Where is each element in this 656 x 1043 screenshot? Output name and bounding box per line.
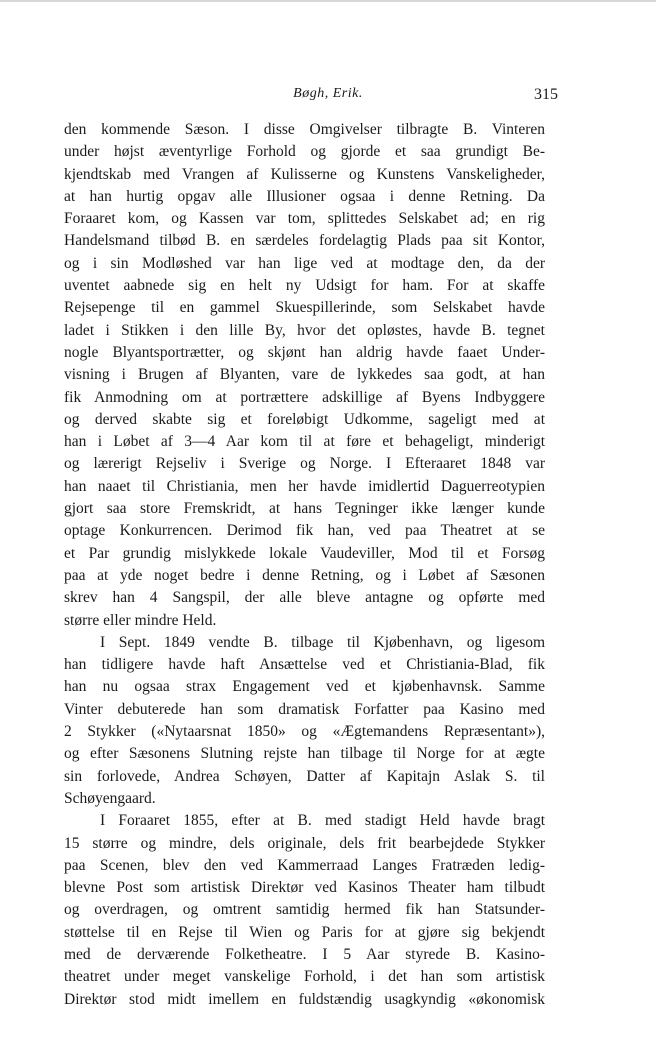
text-line: et Par grundig mislykkede lokale Vaudeviller, Mod til et Forsøg — [64, 544, 545, 562]
text-line: han i Løbet af 3—4 Aar kom til at føre et behageligt, minderigt — [64, 433, 545, 451]
text-line: og efter Sæsonens Slutning rejste han tilbage til Norge for at ægte — [64, 745, 545, 763]
text-line: paa Scenen, blev den ved Kammerraad Langes Fratræden ledig- — [64, 856, 545, 874]
text-line: Rejsepenge til en gammel Skuespillerinde, som Selskabet havde — [64, 299, 545, 317]
text-line: ladet i Stikken i den lille By, hvor det opløstes, havde B. tegnet — [64, 321, 545, 339]
text-line: og derved skabte sig et foreløbigt Udkomme, sageligt med at — [64, 410, 545, 428]
text-line: og overdragen, og omtrent samtidig hermed fik han Statsunder- — [64, 901, 545, 919]
text-line: Schøyengaard. — [64, 789, 156, 807]
text-line: større eller mindre Held. — [64, 611, 217, 629]
text-line: paa at yde noget bedre i denne Retning, og i Løbet af Sæsonen — [64, 566, 545, 584]
text-line: 15 større og mindre, dels originale, dels frit bearbejdede Stykker — [64, 834, 545, 852]
text-line: blevne Post som artistisk Direktør ved Kasinos Theater ham tilbudt — [64, 879, 545, 897]
body-text — [64, 119, 545, 1011]
text-line: optage Konkurrencen. Derimod fik han, ved paa Theatret at se — [64, 522, 545, 540]
text-line: med de derværende Folketheatre. I 5 Aar styrede B. Kasino- — [64, 945, 545, 963]
running-head: Bøgh, Erik. — [293, 86, 363, 101]
text-line: han naaet til Christiania, men her havde imidlertid Daguerreotypien — [64, 477, 545, 495]
top-edge-rule — [0, 0, 656, 2]
text-line: under højst æventyrlige Forhold og gjorde et saa grundigt Be- — [64, 143, 545, 161]
text-line: nogle Blyantsportrætter, og skjønt han aldrig havde faaet Under- — [64, 343, 545, 361]
text-line: den kommende Sæson. I disse Omgivelser tilbragte B. Vinteren — [64, 121, 545, 138]
text-line: støttelse til en Rejse til Wien og Paris for at gjøre sig bekjendt — [64, 923, 545, 941]
text-line: fik Anmodning om at portrættere adskillige af Byens Indbyggere — [64, 388, 545, 406]
text-line: og i sin Modløshed var han lige ved at modtage den, da der — [64, 254, 545, 272]
text-line: theatret under meget vanskelige Forhold, i det han som artistisk — [64, 968, 545, 986]
text-line: Vinter debuterede han som dramatisk Forfatter paa Kasino med — [64, 700, 545, 718]
text-line: 2 Stykker («Nytaarsnat 1850» og «Ægtemandens Repræsentant»), — [64, 723, 545, 741]
text-line: at han hurtig opgav alle Illusioner ogsaa i denne Retning. Da — [64, 187, 545, 205]
text-line: Foraaret kom, og Kassen var tom, splittedes Selskabet ad; en rig — [64, 210, 545, 228]
text-line: han nu ogsaa strax Engagement ved et kjøbenhavnsk. Samme — [64, 678, 545, 696]
text-line: gjort saa store Fremskridt, at hans Tegninger ikke længer kunde — [64, 500, 545, 518]
text-line: visning i Brugen af Blyanten, vare de lykkedes saa godt, at han — [64, 366, 545, 384]
text-line: I Foraaret 1855, efter at B. med stadigt Held havde bragt — [100, 812, 545, 830]
text-line: uventet aabnede sig en helt ny Udsigt for ham. For at skaffe — [64, 277, 545, 295]
text-line: han tidligere havde haft Ansættelse ved et Christiania-Blad, fik — [64, 656, 545, 674]
page-number: 315 — [534, 86, 558, 103]
text-line: skrev han 4 Sangspil, der alle bleve antagne og opførte med — [64, 589, 545, 607]
text-line: I Sept. 1849 vendte B. tilbage til Kjøbenhavn, og ligesom — [100, 633, 545, 651]
text-line: Handelsmand tilbød B. en særdeles fordelagtig Plads paa sit Kontor, — [64, 232, 545, 250]
text-line: Direktør stod midt imellem en fuldstændig usagkyndig «økonomisk — [64, 990, 545, 1008]
text-line: sin forlovede, Andrea Schøyen, Datter af Kapitajn Aslak S. til — [64, 767, 545, 785]
text-line: og lærerigt Rejseliv i Sverige og Norge. I Efteraaret 1848 var — [64, 455, 545, 473]
text-line: kjendtskab med Vrangen af Kulisserne og Kunstens Vanskeligheder, — [64, 165, 545, 183]
